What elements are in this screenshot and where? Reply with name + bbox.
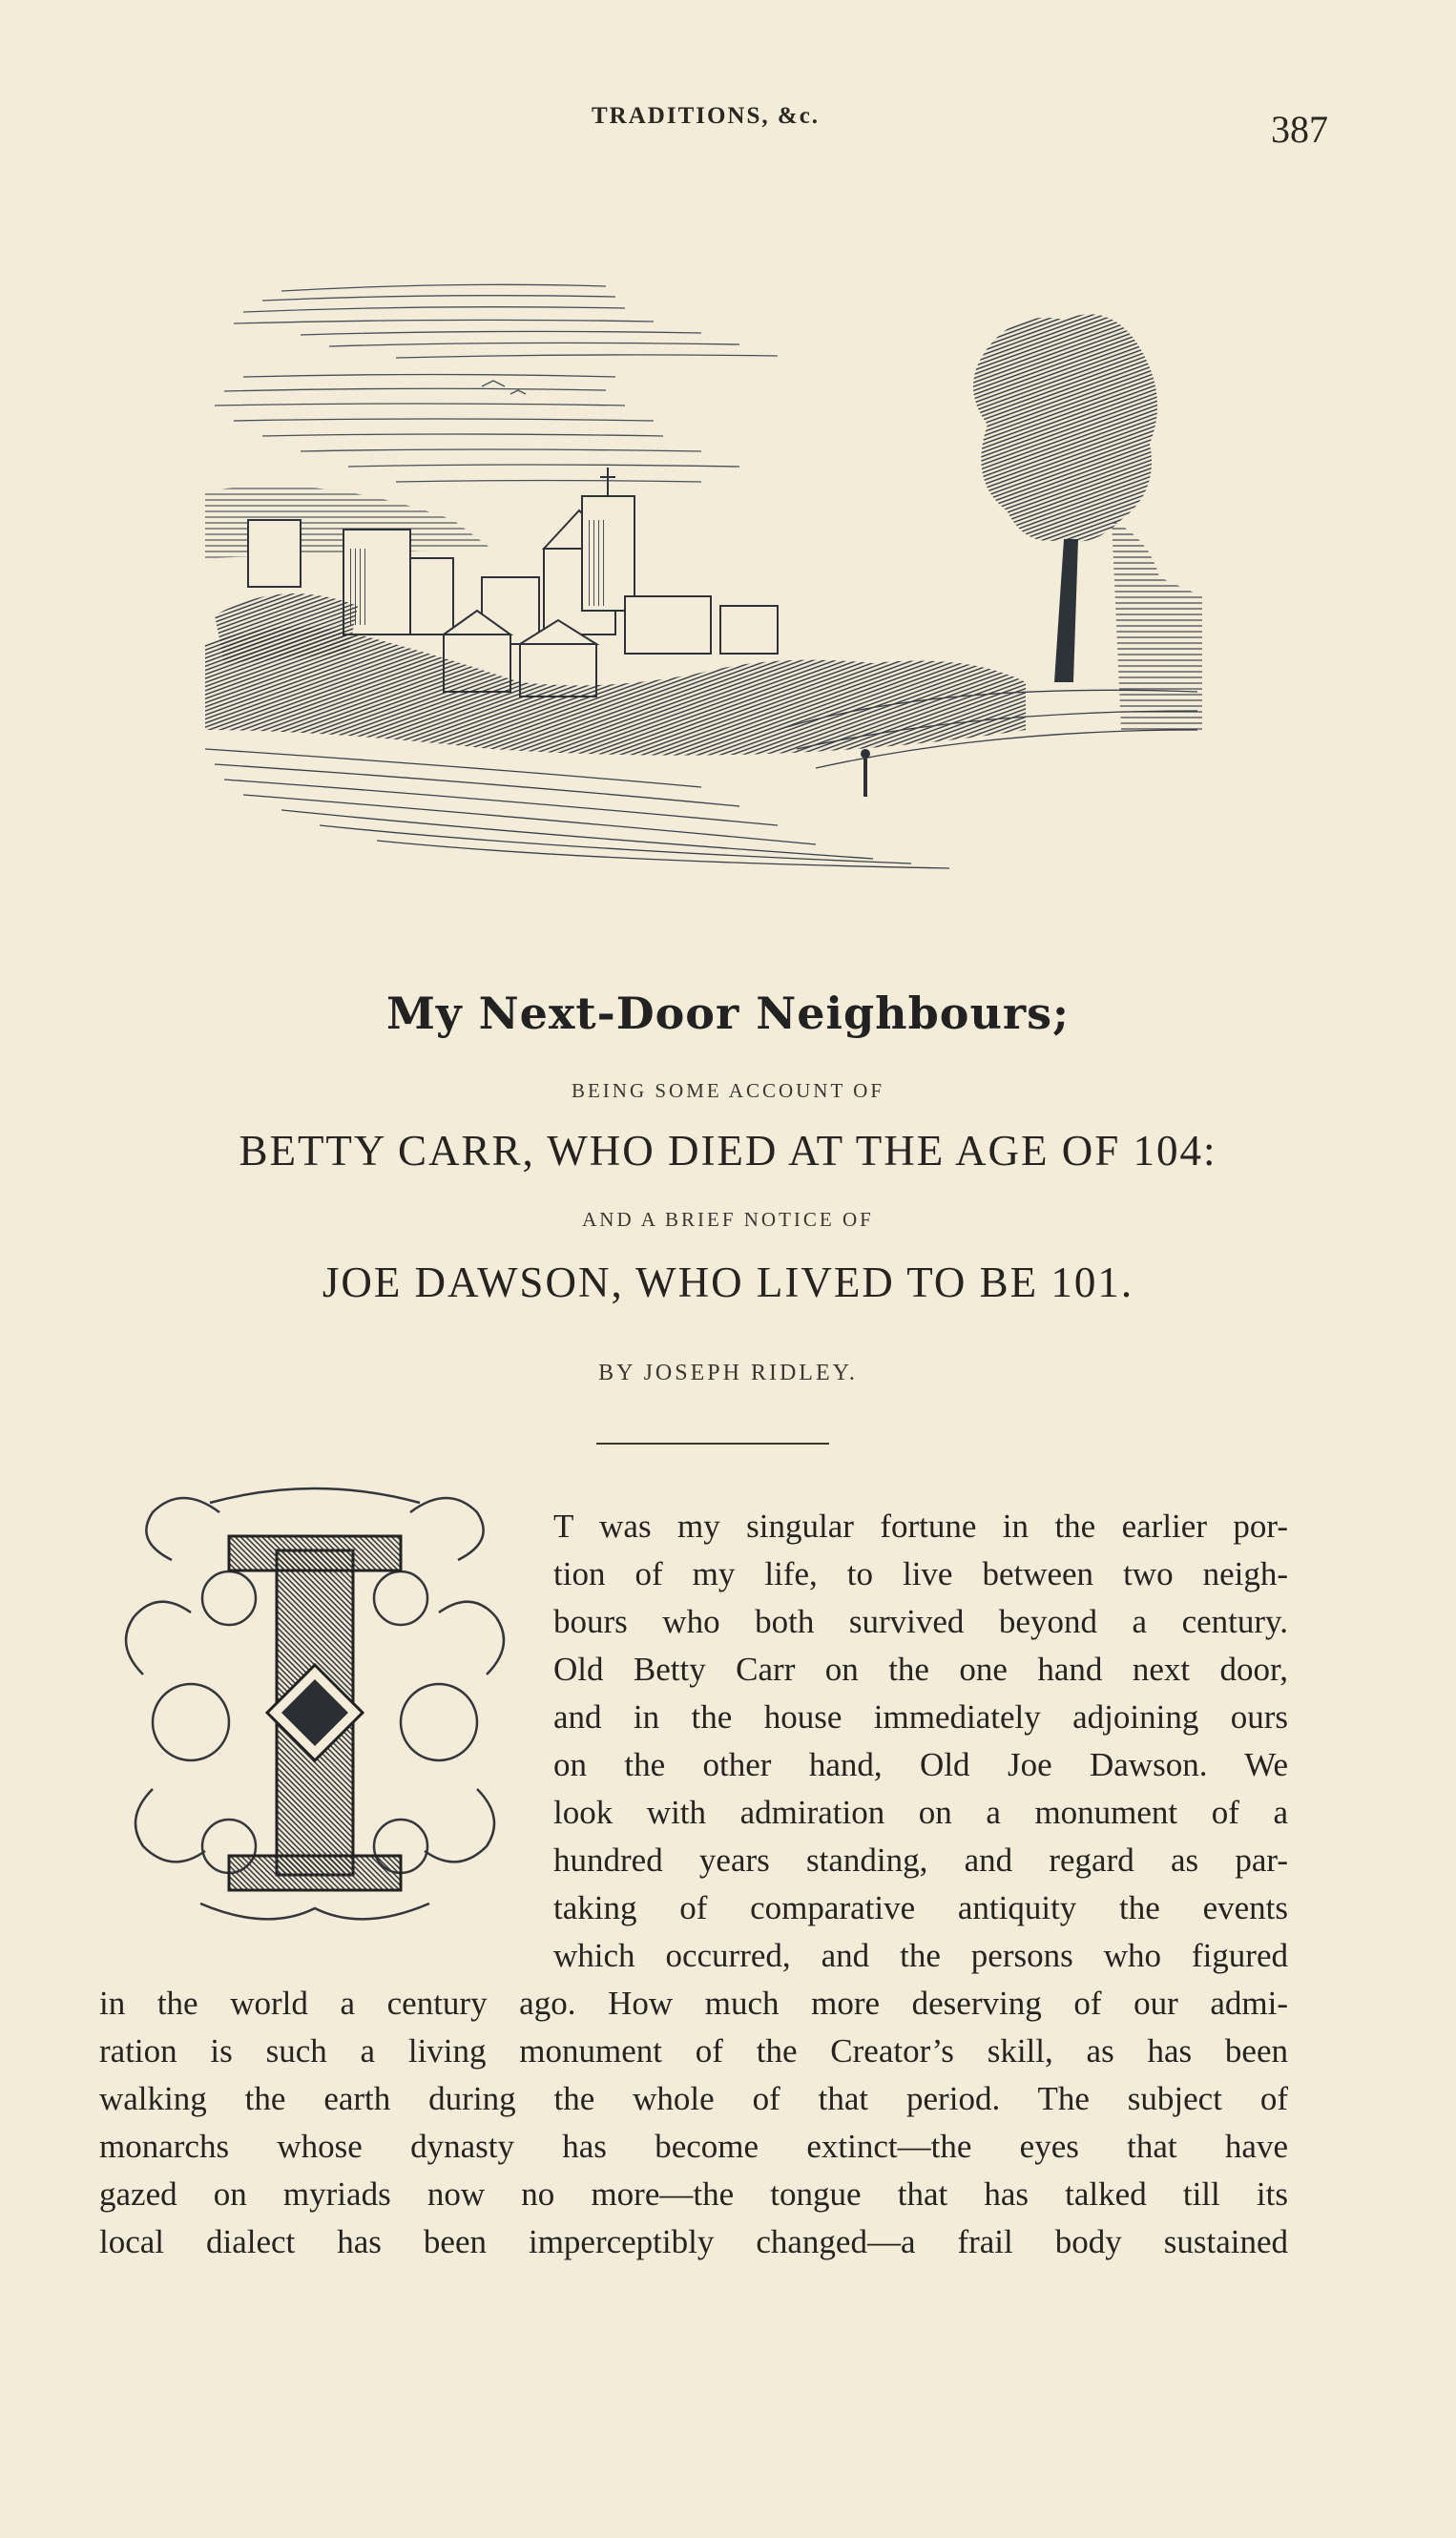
body-line-3: bours who both survived beyond a century.	[553, 1603, 1288, 1640]
body-line-8: hundred years standing, and regard as par-	[553, 1841, 1288, 1879]
subtitle-brief-notice: AND A BRIEF NOTICE OF	[582, 1208, 874, 1231]
byline: BY JOSEPH RIDLEY.	[598, 1361, 858, 1385]
body-line-16: local dialect has been imperceptibly changed—a frail body sustained	[99, 2223, 1288, 2260]
body-line-2: tion of my life, to live between two neigh-	[553, 1555, 1288, 1592]
running-header: TRADITIONS, &c.	[592, 103, 821, 129]
town-landscape-engraving-icon	[205, 234, 1202, 902]
headline-betty-carr: BETTY CARR, WHO DIED AT THE AGE OF 104:	[239, 1127, 1217, 1175]
body-line-15: gazed on myriads now no more—the tongue that has talked till its	[99, 2175, 1288, 2213]
body-line-6: on the other hand, Old Joe Dawson. We	[553, 1746, 1288, 1783]
body-line-12: ration is such a living monument of the Creator’s skill, as has been	[99, 2032, 1288, 2070]
section-divider	[596, 1443, 829, 1445]
body-line-11: in the world a century ago. How much more deserving of our admi-	[99, 1985, 1288, 2022]
body-line-13: walking the earth during the whole of that period. The subject of	[99, 2080, 1288, 2117]
ornamental-drop-cap-icon	[114, 1484, 525, 1932]
body-line-7: look with admiration on a monument of a	[553, 1794, 1288, 1831]
body-line-14: monarchs whose dynasty has become extinct—the eyes that have	[99, 2128, 1288, 2165]
body-line-1: T was my singular fortune in the earlier por-	[553, 1508, 1288, 1545]
page-number: 387	[1271, 108, 1328, 151]
subtitle-being-some-account: BEING SOME ACCOUNT OF	[571, 1079, 885, 1102]
body-line-10: which occurred, and the persons who figured	[553, 1937, 1288, 1974]
body-line-5: and in the house immediately adjoining ours	[553, 1698, 1288, 1736]
headline-joe-dawson: JOE DAWSON, WHO LIVED TO BE 101.	[322, 1259, 1134, 1306]
decorative-title: My Next-Door Neighbours;	[385, 988, 1071, 1039]
body-line-9: taking of comparative antiquity the events	[553, 1889, 1288, 1926]
body-line-4: Old Betty Carr on the one hand next door,	[553, 1651, 1288, 1688]
